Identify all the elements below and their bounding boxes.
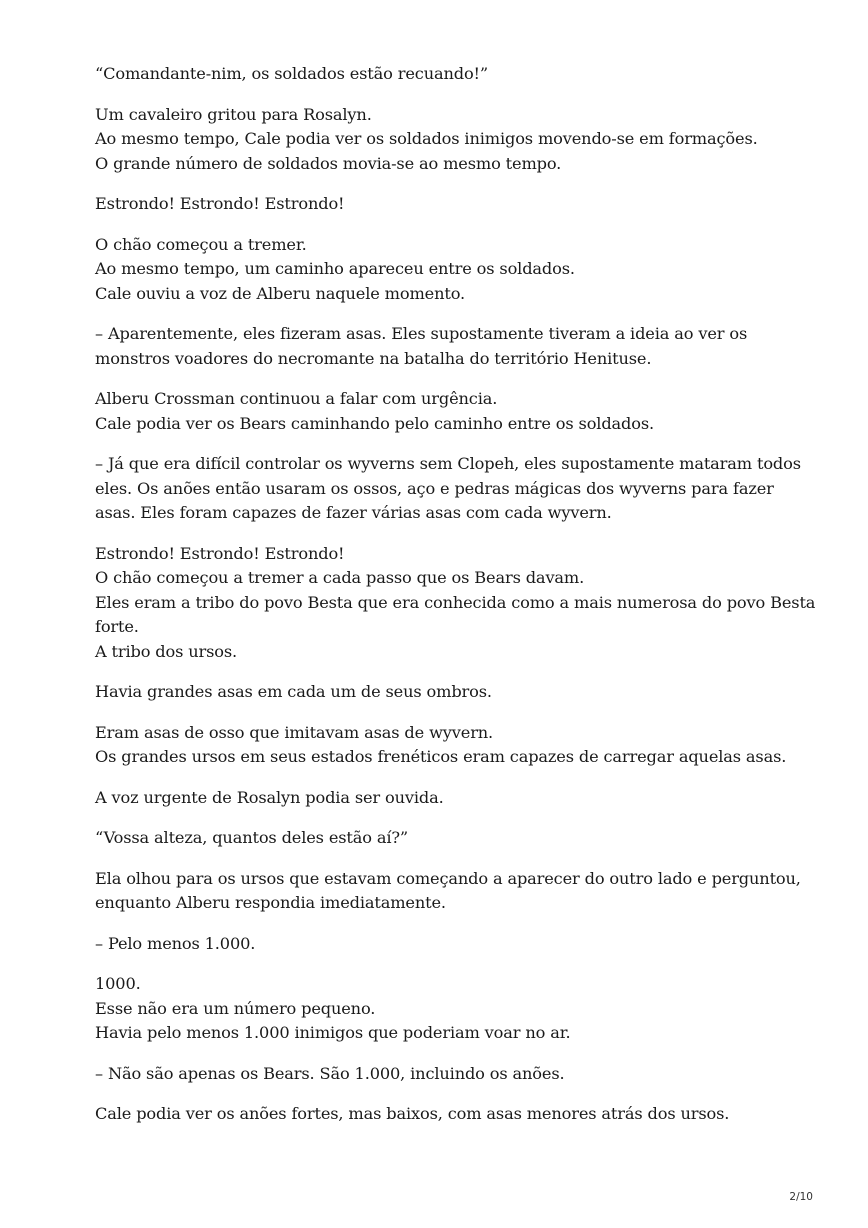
text-line: asas. Eles foram capazes de fazer várias asas com cada wyvern. <box>95 503 612 522</box>
text-line: enquanto Alberu respondia imediatamente. <box>95 893 446 912</box>
paragraph <box>95 972 795 1046</box>
paragraph <box>95 62 795 87</box>
document-body <box>95 62 816 1143</box>
paragraph <box>95 387 795 436</box>
paragraph <box>95 322 795 371</box>
text-line: O grande número de soldados movia-se ao mesmo tempo. <box>95 153 562 173</box>
text-line: – Já que era difícil controlar os wyverns sem Clopeh, eles supostamente mataram todos <box>95 454 801 473</box>
text-line: Havia grandes asas em cada um de seus ombros. <box>95 682 492 701</box>
text-line: Cale ouviu a voz de Alberu naquele momento. <box>95 283 466 303</box>
text-line: O chão começou a tremer. <box>95 234 307 254</box>
text-line: Os grandes ursos em seus estados frenéticos eram capazes de carregar aquelas asas. <box>95 747 787 766</box>
text-line: Ela olhou para os ursos que estavam começando a aparecer do outro lado e perguntou, <box>95 868 801 888</box>
paragraph <box>95 826 795 851</box>
text-line: – Pelo menos 1.000. <box>95 933 256 953</box>
text-line: “Comandante-nim, os soldados estão recuando!” <box>95 64 489 83</box>
paragraph <box>95 192 795 217</box>
paragraph <box>95 932 795 957</box>
text-line: Esse não era um número pequeno. <box>95 998 376 1018</box>
text-line: Ao mesmo tempo, Cale podia ver os soldados inimigos movendo-se em formações. <box>95 129 758 148</box>
text-line: Estrondo! Estrondo! Estrondo! <box>95 194 345 213</box>
text-line: A voz urgente de Rosalyn podia ser ouvida. <box>95 787 444 807</box>
text-line: – Aparentemente, eles fizeram asas. Eles supostamente tiveram a ideia ao ver os <box>95 324 748 343</box>
paragraph <box>95 452 801 526</box>
paragraph <box>95 1062 795 1087</box>
text-line: “Vossa alteza, quantos deles estão aí?” <box>95 828 409 847</box>
page-number: 2/10 <box>789 1191 813 1203</box>
text-line: Eles eram a tribo do povo Besta que era conhecida como a mais numerosa do povo Besta <box>95 592 816 612</box>
paragraph <box>95 867 801 916</box>
text-line: Cale podia ver os anões fortes, mas baixos, com asas menores atrás dos ursos. <box>95 1104 730 1123</box>
text-line: Havia pelo menos 1.000 inimigos que poderiam voar no ar. <box>95 1023 571 1042</box>
text-line: Estrondo! Estrondo! Estrondo! <box>95 543 345 563</box>
text-line: O chão começou a tremer a cada passo que os Bears davam. <box>95 568 585 587</box>
paragraph <box>95 103 795 177</box>
text-line: forte. <box>95 617 139 636</box>
text-line: monstros voadores do necromante na batalha do território Henituse. <box>95 348 652 368</box>
paragraph <box>95 786 795 811</box>
text-line: Cale podia ver os Bears caminhando pelo caminho entre os soldados. <box>95 413 655 433</box>
text-line: Um cavaleiro gritou para Rosalyn. <box>95 104 372 124</box>
paragraph <box>95 1102 795 1127</box>
paragraph <box>95 542 816 665</box>
text-line: – Não são apenas os Bears. São 1.000, incluindo os anões. <box>95 1063 565 1083</box>
paragraph <box>95 680 795 705</box>
text-line: Ao mesmo tempo, um caminho apareceu entre os soldados. <box>95 259 575 278</box>
paragraph <box>95 721 795 770</box>
paragraph <box>95 233 795 307</box>
text-line: Eram asas de osso que imitavam asas de wyvern. <box>95 722 494 742</box>
text-line: A tribo dos ursos. <box>95 641 238 661</box>
text-line: Alberu Crossman continuou a falar com urgência. <box>95 389 498 408</box>
text-line: eles. Os anões então usaram os ossos, aço e pedras mágicas dos wyverns para fazer <box>95 478 774 498</box>
text-line: 1000. <box>95 974 141 993</box>
